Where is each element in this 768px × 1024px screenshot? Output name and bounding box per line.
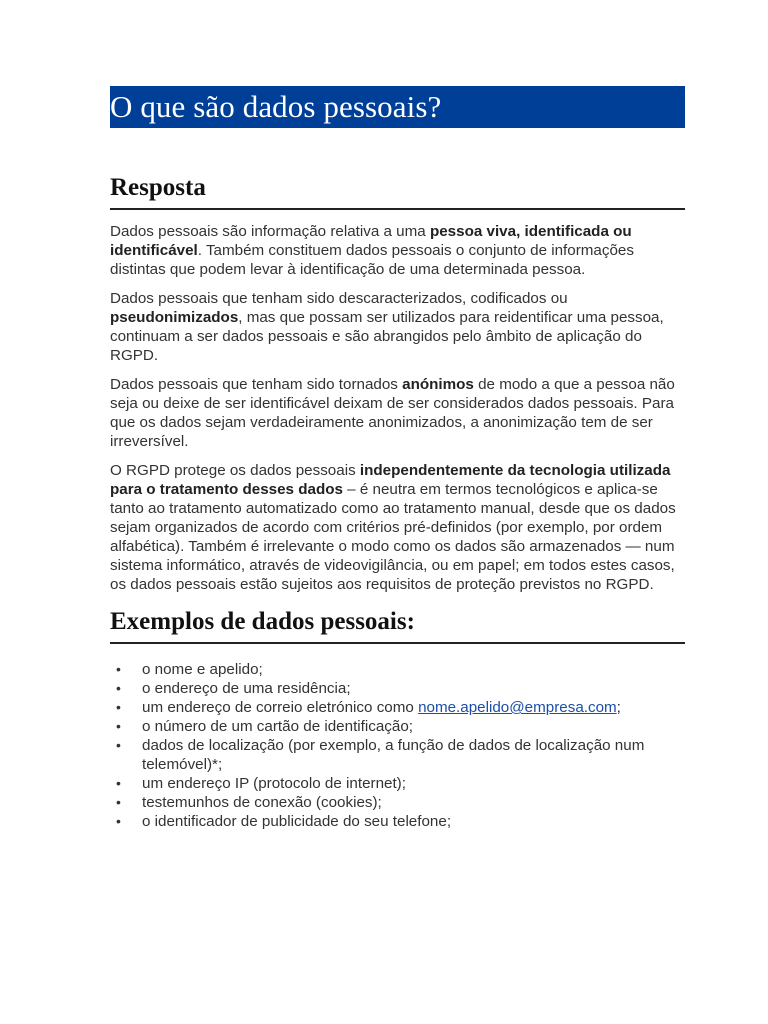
resposta-section-header	[110, 174, 685, 210]
list-item: • o número de um cartão de identificação;	[116, 718, 414, 735]
list-item: • dados de localização (por exemplo, a função de dados de localização num telemóvel)*;	[116, 737, 645, 773]
bullet-icon: •	[116, 699, 121, 715]
list-item: • um endereço IP (protocolo de internet);	[116, 775, 406, 792]
list-item: • o identificador de publicidade do seu telefone;	[116, 813, 452, 830]
resposta-heading: Resposta	[110, 174, 206, 201]
exemplos-section-header	[110, 608, 685, 644]
examples-list	[110, 660, 685, 831]
bullet-icon: •	[116, 661, 121, 677]
bullet-icon: •	[116, 775, 121, 791]
email-link[interactable]: nome.apelido@empresa.com	[418, 699, 617, 716]
list-item: • um endereço de correio eletrónico como nome.apelido@empresa.com;	[116, 699, 621, 716]
paragraph-3: Dados pessoais que tenham sido tornados anónimos de modo a que a pessoa não seja ou deixe de ser identificável deixam de ser considerados dados pessoais. Para que os dados sejam verdadeiramente anonimizados, a anonimização tem de ser irreversível.	[110, 376, 675, 450]
list-item: • o endereço de uma residência;	[116, 680, 351, 697]
document-page	[110, 86, 685, 831]
list-item: • testemunhos de conexão (cookies);	[116, 794, 382, 811]
list-item: • o nome e apelido;	[116, 661, 263, 678]
bullet-icon: •	[116, 794, 121, 810]
title-banner	[110, 86, 685, 128]
paragraph-4: O RGPD protege os dados pessoais independentemente da tecnologia utilizada para o tratamento desses dados – é neutra em termos tecnológicos e aplica-se tanto ao tratamento automatizado como ao tratamento manual, desde que os dados sejam organizados de acordo com critérios pré-definidos (por exemplo, por ordem alfabética). Também é irrelevante o modo como os dados são armazenados — num sistema informático, através de videovigilância, ou em papel; em todos estes casos, os dados pessoais estão sujeitos aos requisitos de proteção previstos no RGPD.	[110, 462, 676, 593]
exemplos-heading: Exemplos de dados pessoais:	[110, 608, 415, 635]
page-title: O que são dados pessoais?	[110, 89, 442, 124]
bullet-icon: •	[116, 680, 121, 696]
bullet-icon: •	[116, 813, 121, 829]
resposta-body	[110, 222, 685, 594]
paragraph-1: Dados pessoais são informação relativa a uma pessoa viva, identificada ou identificável. Também constituem dados pessoais o conjunto de informações distintas que podem levar à identificação de uma determinada pessoa.	[110, 223, 634, 278]
bullet-icon: •	[116, 737, 121, 753]
paragraph-2: Dados pessoais que tenham sido descaracterizados, codificados ou pseudonimizados, mas que possam ser utilizados para reidentificar uma pessoa, continuam a ser dados pessoais e são abrangidos pelo âmbito de aplicação do RGPD.	[110, 290, 664, 364]
bullet-icon: •	[116, 718, 121, 734]
